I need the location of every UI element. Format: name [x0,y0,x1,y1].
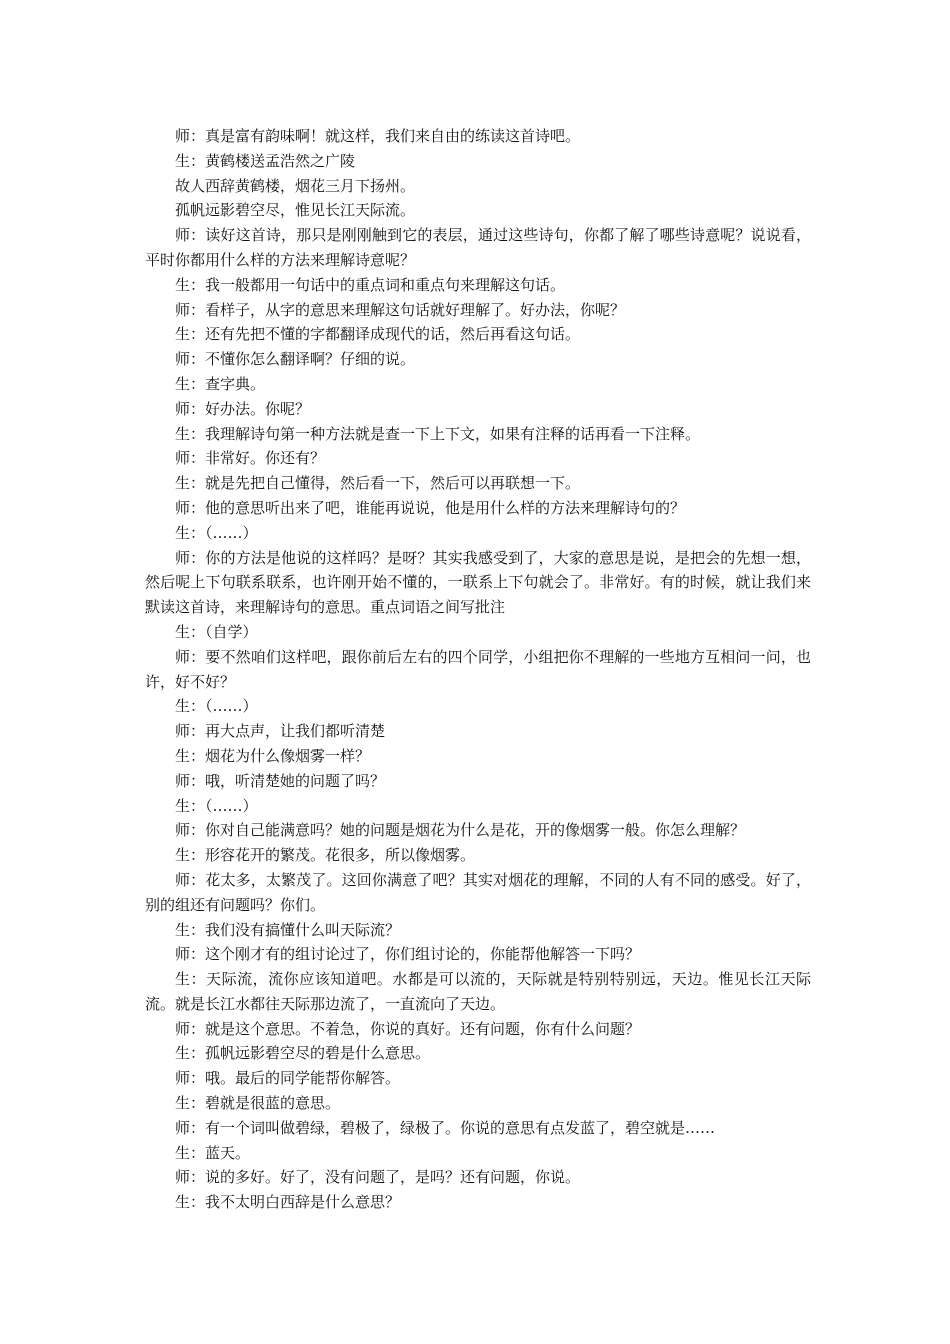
paragraph: 师：这个刚才有的组讨论过了，你们组讨论的，你能帮他解答一下吗？ [175,945,641,964]
paragraph: 生：（……） [175,523,258,542]
paragraph: 师：真是富有韵味啊！就这样，我们来自由的练读这首诗吧。 [175,127,581,145]
paragraph: 生：孤帆远影碧空尽的碧是什么意思。 [175,1044,431,1063]
poem-line: 故人西辞黄鹤楼，烟花三月下扬州。 [175,176,416,195]
paragraph: 师：他的意思听出来了吧，谁能再说说，他是用什么样的方法来理解诗句的？ [175,498,686,517]
paragraph: 生：我不太明白西辞是什么意思？ [175,1193,401,1212]
paragraph: 师：看样子，从字的意思来理解这句话就好理解了。好办法，你呢？ [175,300,626,319]
paragraph: 师：你对自己能满意吗？她的问题是烟花为什么是花，开的像烟雾一般。你怎么理解？ [175,821,746,840]
paragraph: 生：还有先把不懂的字都翻译成现代的话，然后再看这句话。 [175,325,581,344]
poem-line: 孤帆远影碧空尽，惟见长江天际流。 [175,201,416,220]
paragraph: 师：哦。最后的同学能帮你解答。 [175,1069,401,1088]
paragraph: 生：查字典。 [175,374,266,393]
paragraph: 生：我一般都用一句话中的重点词和重点句来理解这句话。 [175,275,566,294]
paragraph: 生：我理解诗句第一种方法就是查一下上下文，如果有注释的话再看一下注释。 [175,424,701,443]
paragraph: 生：碧就是很蓝的意思。 [175,1094,341,1113]
paragraph: 生：形容花开的繁茂。花很多，所以像烟雾。 [175,846,476,865]
paragraph: 生：黄鹤楼送孟浩然之广陵 [175,151,356,170]
paragraph: 生：就是先把自己懂得，然后看一下，然后可以再联想一下。 [175,474,581,493]
paragraph: 生：天际流，流你应该知道吧。水都是可以流的，天际就是特别特别远，天边。惟见长江天际流。就是长江水都往天际那边流了，一直流向了天边。 [145,970,811,1013]
paragraph: 师：不懂你怎么翻译啊？仔细的说。 [175,350,416,369]
paragraph: 生：（自学） [175,622,258,641]
paragraph: 师：好办法。你呢？ [175,399,311,418]
paragraph: 生：（……） [175,796,258,815]
paragraph: 师：读好这首诗，那只是刚刚触到它的表层，通过这些诗句，你都了解了哪些诗意呢？说说看，平时你都用什么样的方法来理解诗意呢？ [145,226,811,269]
paragraph: 师：说的多好。好了，没有问题了，是吗？还有问题，你说。 [175,1168,581,1187]
paragraph: 师：哦，听清楚她的问题了吗？ [175,771,386,790]
paragraph: 师：再大点声，让我们都听清楚 [175,722,386,741]
paragraph: 师：你的方法是他说的这样吗？是呀？其实我感受到了，大家的意思是说，是把会的先想一想，然后呢上下句联系联系，也许刚开始不懂的，一联系上下句就会了。非常好。有的时候，就让我们来默读这首诗，来理解诗句的意思。重点词语之间写批注 [145,548,811,617]
transcript-body [145,124,811,1215]
paragraph: 生：烟花为什么像烟雾一样？ [175,746,371,765]
paragraph: 师：非常好。你还有？ [175,449,326,468]
paragraph: 师：要不然咱们这样吧，跟你前后左右的四个同学，小组把你不理解的一些地方互相问一问，也许，好不好？ [145,647,811,691]
paragraph: 生：（……） [175,697,258,716]
paragraph: 生：蓝天。 [175,1143,251,1162]
paragraph: 师：就是这个意思。不着急，你说的真好。还有问题，你有什么问题？ [175,1019,641,1038]
paragraph: 师：有一个词叫做碧绿，碧极了，绿极了。你说的意思有点发蓝了，碧空就是…… [175,1118,716,1137]
paragraph: 生：我们没有搞懂什么叫天际流？ [175,920,401,939]
paragraph: 师：花太多，太繁茂了。这回你满意了吧？其实对烟花的理解，不同的人有不同的感受。好了，别的组还有问题吗？你们。 [145,870,811,914]
